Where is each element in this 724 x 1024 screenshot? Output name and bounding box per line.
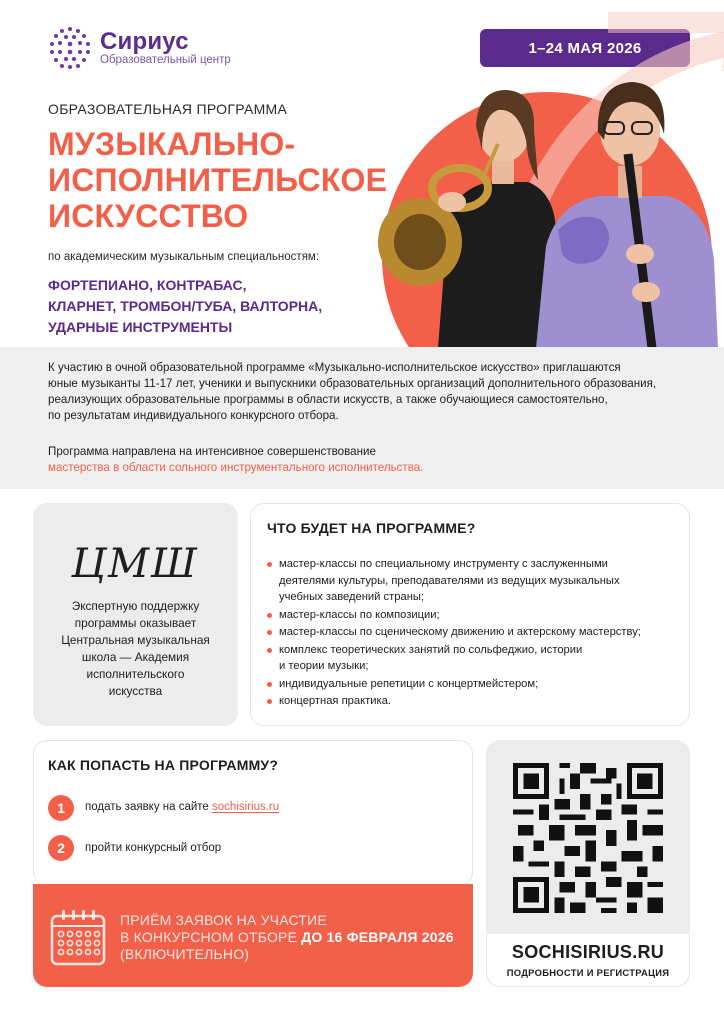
list-item: [267, 676, 677, 693]
site-caption: ПОДРОБНОСТИ И РЕГИСТРАЦИЯ: [506, 967, 670, 978]
sochisirius-link[interactable]: sochisirius.ru: [212, 801, 280, 813]
deadline-text: [120, 912, 465, 963]
list-item-line: комплекс теоретических занятий по сольфеджио, истории: [279, 643, 583, 656]
program-label: ОБРАЗОВАТЕЛЬНАЯ ПРОГРАММА: [48, 101, 288, 117]
list-item-line: мастер-классы по сценическому движению и актерскому мастерству;: [279, 626, 641, 638]
logo-subtitle: Образовательный центр: [100, 54, 231, 66]
program-title-line: ИСПОЛНИТЕЛЬСКОЕ: [48, 162, 388, 198]
list-item: [267, 556, 677, 606]
deadline-date: ДО 16 ФЕВРАЛЯ 2026: [301, 929, 454, 945]
qr-code-icon[interactable]: [513, 763, 663, 913]
clarinet-player-figure: [536, 82, 718, 348]
bullet-icon: [267, 699, 272, 704]
list-item-line: мастер-классы по композиции;: [279, 608, 440, 621]
support-line: Экспертную поддержку: [71, 599, 200, 613]
site-label[interactable]: SOCHISIRIUS.RU: [511, 942, 665, 962]
intro-focus-highlight: мастерства в области сольного инструментального исполнительства.: [48, 461, 424, 474]
program-items-heading: ЧТО БУДЕТ НА ПРОГРАММЕ?: [267, 520, 476, 536]
program-title-line: ИСКУССТВО: [48, 198, 249, 234]
bullet-icon: [267, 630, 272, 635]
howto-heading: КАК ПОПАСТЬ НА ПРОГРАММУ?: [48, 757, 279, 773]
list-item-line: учебных заведений страны;: [279, 591, 425, 603]
list-item-line: концертная практика.: [279, 695, 391, 707]
calendar-icon: [50, 908, 106, 966]
step-number-1: 1: [48, 795, 74, 821]
list-item: [267, 642, 677, 675]
list-item-line: и теории музыки;: [279, 660, 369, 672]
intro-text: [48, 360, 688, 424]
cmsh-logo: [33, 537, 238, 589]
bullet-icon: [267, 682, 272, 687]
bullet-icon: [267, 648, 272, 653]
support-line: школа — Академия: [81, 650, 190, 664]
deadline-line-3: (ВКЛЮЧИТЕЛЬНО): [120, 946, 250, 962]
intro-line: юные музыканты 11-17 лет, ученики и выпускники образовательных организаций дополнительного образования,: [48, 377, 657, 390]
intro-focus: [48, 444, 688, 476]
intro-line: реализующих образовательные программы в области искусств, а также обучающиеся самостоятельно,: [48, 393, 608, 406]
cmsh-logo-text: ЦМШ: [71, 541, 199, 587]
intro-focus-line: Программа направлена на интенсивное совершенствование: [48, 445, 376, 458]
list-item-line: индивидуальные репетиции с концертмейстером;: [279, 677, 539, 690]
support-line: программы оказывает: [74, 616, 197, 630]
program-specialties: [48, 275, 388, 338]
specialties-line: УДАРНЫЕ ИНСТРУМЕНТЫ: [48, 319, 233, 335]
program-title: [48, 126, 428, 234]
support-text: [48, 598, 223, 700]
logo-title: Сириус: [100, 28, 189, 55]
sirius-logo: [48, 26, 248, 70]
deadline-line-1: ПРИЁМ ЗАЯВОК НА УЧАСТИЕ: [120, 912, 327, 928]
bullet-icon: [267, 562, 272, 567]
date-badge: 1–24 МАЯ 2026: [480, 29, 690, 67]
list-item: [267, 624, 677, 641]
step-1-label: подать заявку на сайте: [85, 801, 213, 813]
program-title-line: МУЗЫКАЛЬНО-: [48, 126, 296, 162]
program-subtitle: по академическим музыкальным специальностям:: [48, 251, 320, 263]
bullet-icon: [267, 613, 272, 618]
list-item: [267, 693, 677, 710]
specialties-line: ФОРТЕПИАНО, КОНТРАБАС,: [48, 277, 247, 293]
specialties-line: КЛАРНЕТ, ТРОМБОН/ТУБА, ВАЛТОРНА,: [48, 298, 323, 314]
support-line: Центральная музыкальная: [61, 633, 210, 647]
step-number-2: 2: [48, 835, 74, 861]
deadline-prefix: В КОНКУРСНОМ ОТБОРЕ: [120, 929, 302, 945]
deadline-line-2: [120, 929, 465, 946]
list-item-line: деятелями культуры, преподавателями из ведущих музыкальных: [279, 574, 620, 587]
list-item: [267, 607, 677, 624]
intro-line: К участию в очной образовательной программе «Музыкально-исполнительское искусство» приглашаются: [48, 361, 621, 374]
step-2-text: пройти конкурсный отбор: [85, 842, 222, 854]
step-1-text: [85, 801, 279, 813]
list-item-line: мастер-классы по специальному инструменту с заслуженными: [279, 558, 608, 570]
program-items-list: [267, 556, 677, 711]
support-line: искусства: [108, 684, 163, 698]
musicians-photo: [378, 70, 724, 348]
intro-line: по результатам индивидуального конкурсного отбора.: [48, 409, 339, 422]
sirius-dots-icon: [48, 26, 92, 70]
support-line: исполнительского: [86, 667, 185, 681]
